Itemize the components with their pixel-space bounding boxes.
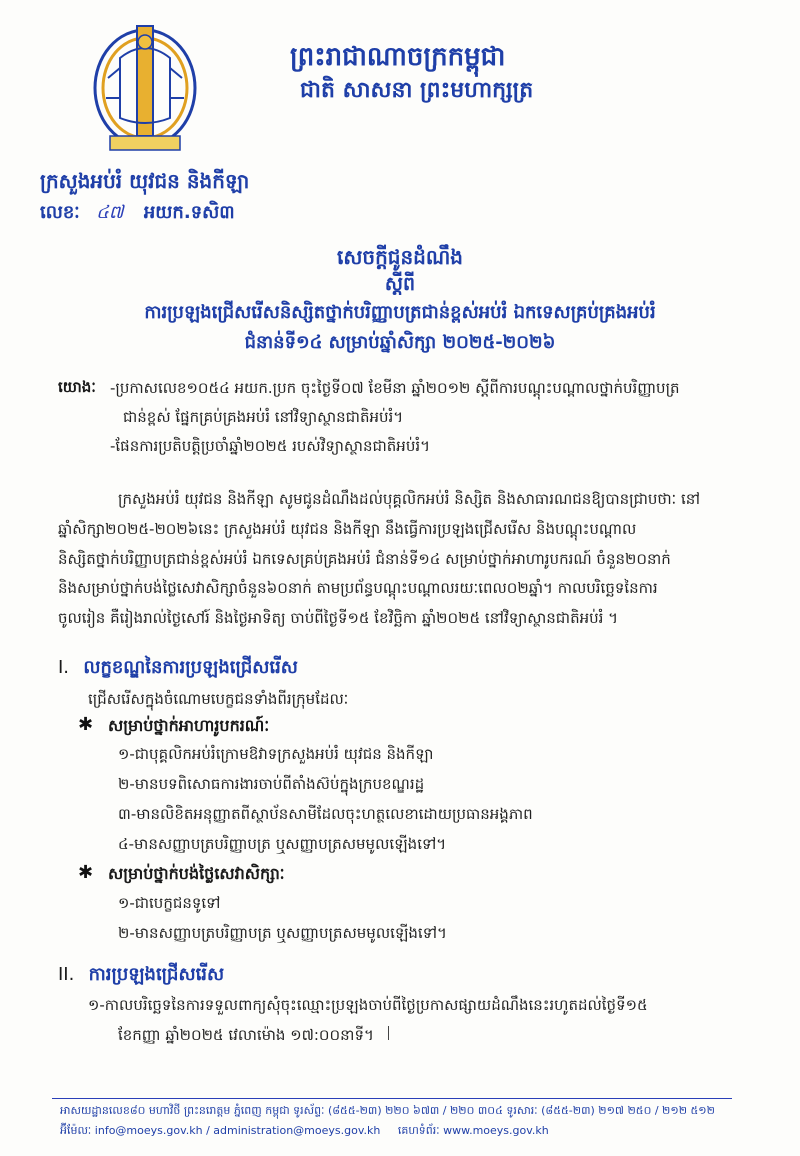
ministry-emblem: [90, 18, 200, 158]
section-title: ការប្រឡងជ្រើសរើស: [88, 964, 225, 985]
asterisk-bullet-icon: ✱: [78, 862, 94, 883]
section-2-line: ១-កាលបរិច្ឆេទនៃការទទួលពាក្យសុំចុះឈ្មោះប្រឡងចាប់ពីថ្ងៃប្រកាសផ្សាយដំណឹងនេះរហូតដល់ថ្ងៃទី១៥: [88, 996, 648, 1014]
body-line: ចូលរៀន គឺរៀងរាល់ថ្ងៃសៅរ៍ និងថ្ងៃអាទិត្យ ចាប់ពីថ្ងៃទី១៥ ខែវិច្ឆិកា ឆ្នាំ២០២៥ នៅវិទ្យាស្ថានជាតិអប់រំ ។: [58, 609, 619, 627]
body-line: និស្សិតថ្នាក់បរិញ្ញាបត្រជាន់ខ្ពស់អប់រំ ឯកទេសគ្រប់គ្រងអប់រំ ជំនាន់ទី១៤ សម្រាប់ថ្នាក់អាហារូបករណ៍ ចំនួន២០នាក់: [58, 550, 671, 568]
national-motto: ជាតិ សាសនា ព្រះមហាក្សត្រ: [300, 78, 534, 103]
section-numeral: II.: [58, 964, 75, 985]
notice-title: សេចក្តីជូនដំណឹង: [337, 245, 463, 269]
reference-number: [40, 200, 235, 227]
group-2-title: សម្រាប់ថ្នាក់បង់ថ្លៃសេវាសិក្សាៈ: [108, 864, 285, 883]
email-link[interactable]: info@moeys.gov.kh / administration@moeys.gov.kh: [94, 1124, 381, 1137]
website-link[interactable]: www.moeys.gov.kh: [443, 1124, 549, 1137]
group-2-item: ១-ជាបេក្ខជនទូទៅ: [118, 894, 221, 912]
body-line: ឆ្នាំសិក្សា២០២៥-២០២៦នេះ ក្រសួងអប់រំ យុវជន និងកីឡា នឹងធ្វើការប្រឡងជ្រើសរើស និងបណ្តុះបណ្តាល: [58, 520, 637, 538]
references-label: យោងៈ: [58, 378, 96, 396]
section-numeral: I.: [58, 657, 70, 678]
ref-label: លេខៈ: [40, 202, 80, 223]
ref-suffix: អយក.ទសិ៣: [143, 202, 235, 223]
notice-subject: ការប្រឡងជ្រើសរើសនិស្សិតថ្នាក់បរិញ្ញាបត្រជាន់ខ្ពស់អប់រំ ឯកទេសគ្រប់គ្រងអប់រំ: [144, 302, 656, 323]
notice-subject-label: ស្តីពី: [384, 273, 416, 295]
section-2-line: ខែកញ្ញា ឆ្នាំ២០២៥ វេលាម៉ោង ១៧:០០នាទី។: [118, 1026, 374, 1044]
asterisk-bullet-icon: ✱: [78, 714, 94, 735]
reference-line: -ប្រកាសលេខ១០៥៤ អយក.ប្រក ចុះថ្ងៃទី០៧ ខែមីនា ឆ្នាំ២០១២ ស្តីពីការបណ្តុះបណ្តាលថ្នាក់បរិញ្ញាបត្រ: [110, 379, 680, 397]
notice-subject-year: ជំនាន់ទី១៤ សម្រាប់ឆ្នាំសិក្សា ២០២៥-២០២៦: [244, 332, 556, 353]
section-title: លក្ខខណ្ឌនៃការប្រឡងជ្រើសរើស: [83, 657, 298, 678]
group-1-item: ៣-មានលិខិតអនុញ្ញាតពីស្ថាប័នសាមីដែលចុះហត្ថលេខាដោយប្រធានអង្គភាព: [118, 805, 533, 823]
body-line: ក្រសួងអប់រំ យុវជន និងកីឡា សូមជូនដំណឹងដល់បុគ្គលិកអប់រំ និស្សិត និងសាធារណជនឱ្យបានជ្រាបថាៈ នៅ: [118, 490, 701, 508]
group-2-item: ២-មានសញ្ញាបត្របរិញ្ញាបត្រ ឬសញ្ញាបត្រសមមូលឡើងទៅ។: [118, 924, 447, 942]
body-line: និងសម្រាប់ថ្នាក់បង់ថ្លៃសេវាសិក្សាចំនួន៦០នាក់ តាមប្រព័ន្ធបណ្តុះបណ្តាលរយៈពេល០២ឆ្នាំ។ កាលបរិច្ឆេទនៃការ: [58, 579, 658, 597]
kingdom-heading: ព្រះរាជាណាចក្រកម្ពុជា: [290, 42, 506, 72]
reference-line: -ផែនការប្រតិបត្តិប្រចាំឆ្នាំ២០២៥ របស់វិទ្យាស្ថានជាតិអប់រំ។: [110, 437, 430, 455]
footer-divider: [52, 1098, 732, 1099]
email-label: អ៊ីម៉ែលៈ: [60, 1124, 92, 1137]
footer-address: អាសយដ្ឋានលេខ៨០ មហាវិថី ព្រះនរោត្តម ភ្នំពេញ កម្ពុជា ទូរស័ព្ទៈ (៨៥៥-២៣) ២២០ ៦៧៣ / ២២០ ៣០៤ ទូរសារៈ (៨៥៥-២៣) ២១៧ ២៥០ / ២១២ ៥១២: [60, 1104, 715, 1117]
section-2-heading: [58, 962, 224, 989]
section-1-intro: ជ្រើសរើសក្នុងចំណោមបេក្ខជនទាំងពីរក្រុមដែលៈ: [88, 690, 349, 708]
ministry-name: ក្រសួងអប់រំ យុវជន និងកីឡា: [40, 169, 250, 193]
group-1-title: សម្រាប់ថ្នាក់អាហារូបករណ៍ៈ: [108, 716, 270, 735]
section-1-heading: [58, 655, 298, 682]
web-label: គេហទំព័រៈ: [397, 1124, 440, 1137]
ref-number: ៤៧: [96, 202, 124, 223]
page-mark: [388, 1026, 389, 1040]
group-1-item: ២-មានបទពិសោធការងារចាប់ពីតាំងស៊ប់ក្នុងក្របខណ្ឌរដ្ឋ: [118, 775, 425, 793]
group-1-item: ១-ជាបុគ្គលិកអប់រំក្រោមឱវាទក្រសួងអប់រំ យុវជន និងកីឡា: [118, 745, 434, 763]
footer-contact: [60, 1124, 549, 1140]
group-1-item: ៤-មានសញ្ញាបត្របរិញ្ញាបត្រ ឬសញ្ញាបត្រសមមូលឡើងទៅ។: [118, 835, 447, 853]
reference-line: ជាន់ខ្ពស់ ផ្នែកគ្រប់គ្រងអប់រំ នៅវិទ្យាស្ថានជាតិអប់រំ។: [123, 408, 404, 426]
